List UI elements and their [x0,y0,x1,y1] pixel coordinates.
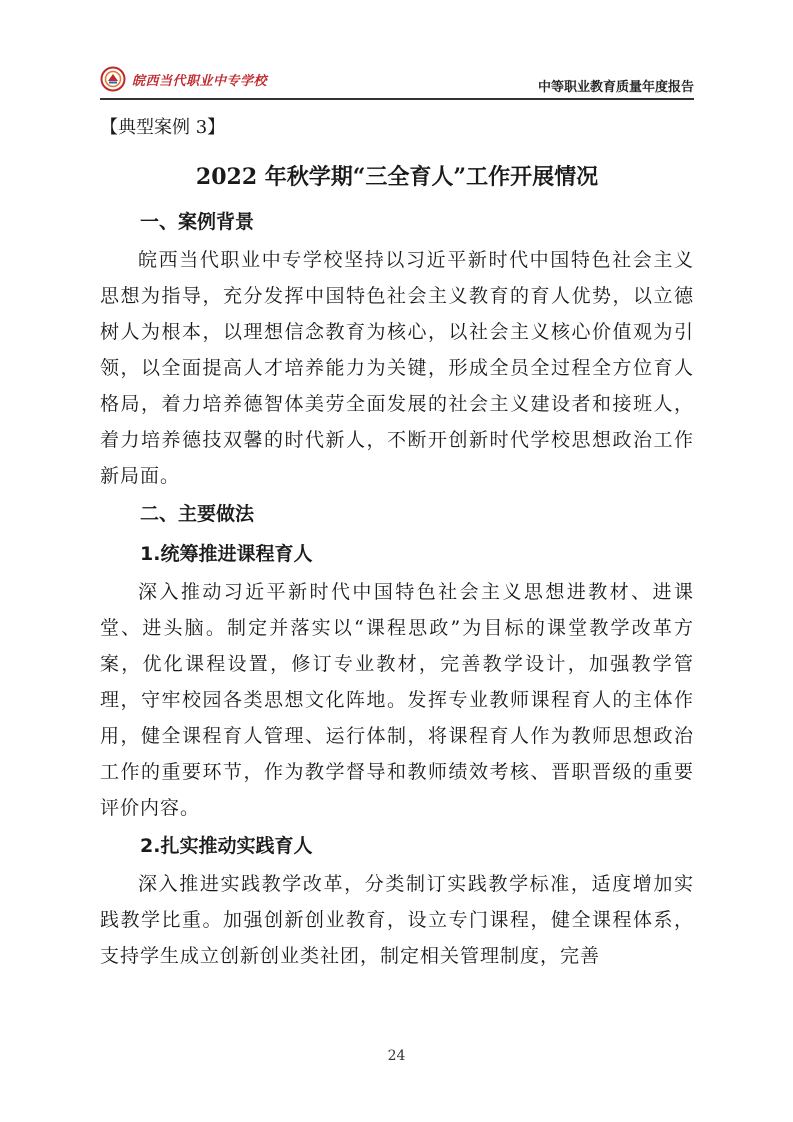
background-paragraph: 皖西当代职业中专学校坚持以习近平新时代中国特色社会主义思想为指导，充分发挥中国特色社会主义教育的育人优势，以立德树人为根本，以理想信念教育为核心，以社会主义核心价值观为引领，以全面提高人才培养能力为关键，形成全员全过程全方位育人格局，着力培养德智体美劳全面发展的社会主义建设者和接班人，着力培养德技双馨的时代新人，不断开创新时代学校思想政治工作新局面。 [100,249,694,487]
section-heading-practices: 二、主要做法 [140,503,255,525]
subsection-heading-course-education: 1.统筹推进课程育人 [140,543,313,565]
practice-education-paragraph: 深入推进实践教学改革，分类制订实践教学标准，适度增加实践教学比重。加强创新创业教育，设立专门课程，健全课程体系，支持学生成立创新创业类社团，制定相关管理制度，完善 [100,873,694,967]
document-title: 2022 年秋学期“三全育人”工作开展情况 [195,164,599,190]
report-title: 中等职业教育质量年度报告 [537,80,694,95]
page-header [100,60,694,98]
subsection-heading-practice-education: 2.扎实推动实践育人 [140,835,313,857]
school-logo [100,64,267,94]
school-emblem-icon [100,66,126,92]
header-divider [100,98,694,100]
course-education-paragraph: 深入推动习近平新时代中国特色社会主义思想进教材、进课堂、进头脑。制定并落实以“课程思政”为目标的课堂教学改革方案，优化课程设置，修订专业教材，完善教学设计，加强教学管理，守牢校园各类思想文化阵地。发挥专业教师课程育人的主体作用，健全课程育人管理、运行体制，将课程育人作为教师思想政治工作的重要环节，作为教学督导和教师绩效考核、晋职晋级的重要评价内容。 [100,581,694,819]
school-logo-text: 皖西当代职业中专学校 [132,73,268,89]
section-heading-background: 一、案例背景 [140,211,255,233]
page-number: 24 [387,1048,406,1064]
case-label: 【典型案例 3】 [100,117,226,138]
document-body [100,108,694,974]
